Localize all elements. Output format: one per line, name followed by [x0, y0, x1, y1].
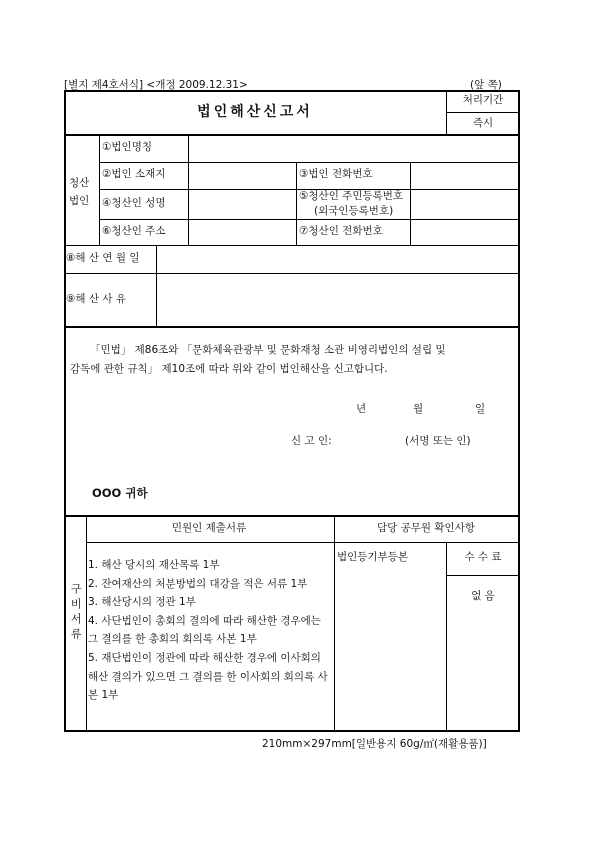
- list-item: 4. 사단법인이 총회의 결의에 따라 해산한 경우에는 그 결의를 한 총회의 회의록 사본 1부: [88, 614, 321, 646]
- list-item: 5. 재단법인이 정관에 따라 해산한 경우에 이사회의 해산 결의가 있으면 그 결의를 한 이사회의 회의록 사본 1부: [88, 651, 328, 702]
- liquidating-corp-label: 청산 법인: [69, 177, 90, 207]
- addressee: OOO 귀하: [92, 486, 148, 500]
- page-side: (앞 쪽): [470, 79, 502, 91]
- official-check-header: 담당 공무원 확인사항: [377, 522, 475, 534]
- corp-phone-label: ③법인 전화번호: [299, 168, 373, 180]
- reporter-label: 신 고 인:: [291, 435, 332, 447]
- fee-label: 수 수 료: [464, 551, 502, 563]
- fee-value: 없 음: [471, 590, 495, 602]
- applicant-docs-header: 민원인 제출서류: [171, 522, 247, 534]
- docs-side-label: 구비서류: [69, 583, 83, 643]
- dissolution-reason-label: ⑨해 산 사 유: [66, 293, 126, 305]
- date-month-label: 월: [413, 403, 424, 415]
- liquidator-id-sub-label: (외국인등록번호): [314, 205, 394, 217]
- date-day-label: 일: [475, 403, 486, 415]
- list-item: 2. 잔여재산의 처분방법의 대강을 적은 서류 1부: [88, 577, 308, 590]
- corp-address-label: ②법인 소재지: [102, 168, 166, 180]
- list-item: 3. 해산당시의 정관 1부: [88, 596, 196, 609]
- title-divider: [64, 134, 520, 136]
- corp-name-label: ①법인명칭: [102, 141, 152, 153]
- signature-note: (서명 또는 인): [405, 435, 471, 447]
- paper-spec: 210mm×297mm[일반용지 60g/㎡(재활용품)]: [262, 738, 487, 750]
- form-number: [별지 제4호서식] <개정 2009.12.31>: [64, 79, 248, 91]
- liquidator-name-label: ④청산인 성명: [102, 197, 166, 209]
- official-check-item: 법인등기부등본: [337, 551, 409, 563]
- processing-period-label: 처리기간: [462, 94, 504, 106]
- liquidator-id-label: ⑤청산인 주민등록번호: [299, 190, 404, 202]
- liquidator-address-label: ⑥청산인 주소: [102, 225, 166, 237]
- liquidator-phone-label: ⑦청산인 전화번호: [299, 225, 383, 237]
- dissolution-date-label: ⑧해 산 연 월 일: [66, 252, 140, 264]
- processing-period-value: 즉시: [472, 117, 494, 129]
- statement-line-1: 「민법」 제86조와 「문화체육관광부 및 문화재청 소관 비영리법인의 설립 및: [90, 344, 446, 356]
- applicant-docs-list: [88, 556, 332, 705]
- form-title: 법인해산신고서: [197, 104, 313, 120]
- list-item: 1. 해산 당시의 재산목록 1부: [88, 559, 220, 571]
- statement-line-2: 감독에 관한 규칙」 제10조에 따라 위와 같이 법인해산을 신고합니다.: [70, 363, 388, 375]
- date-year-label: 년: [356, 403, 367, 415]
